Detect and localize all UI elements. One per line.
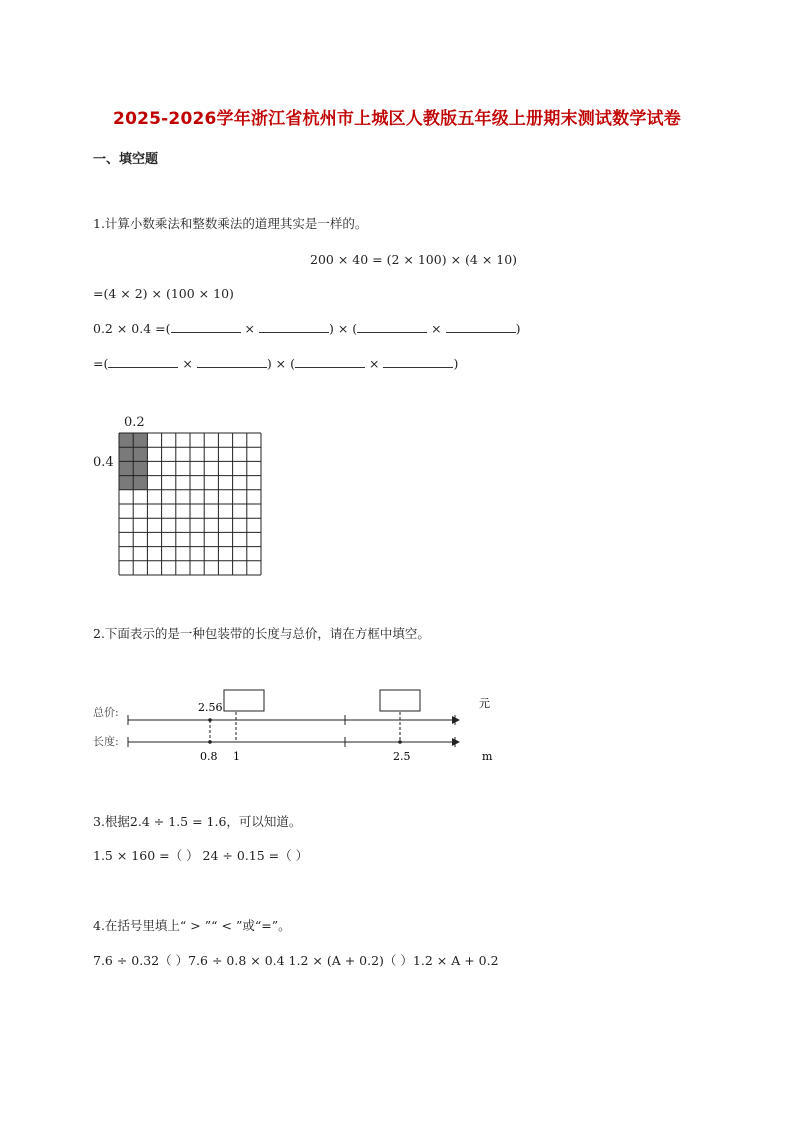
- point: [398, 740, 402, 744]
- q1-line4: [93, 355, 458, 371]
- length-axis-arrow: [452, 738, 460, 746]
- unit-m: m: [482, 750, 493, 763]
- times-sign: ×: [368, 356, 380, 371]
- q1-line4-start: =(: [93, 356, 109, 371]
- shaded-cell: [119, 447, 133, 461]
- q2-prompt: 2.下面表示的是一种包装带的长度与总价，请在方框中填空。: [93, 626, 430, 641]
- point: [208, 718, 212, 722]
- q3-line: 1.5 × 160 =（ ） 24 ÷ 0.15 =（ ）: [93, 848, 309, 863]
- price-value: 2.56: [198, 701, 223, 714]
- answer-blank[interactable]: [259, 320, 329, 333]
- unit-yuan: 元: [479, 697, 490, 710]
- shaded-cell: [119, 433, 133, 447]
- times-sign: ×: [431, 321, 442, 336]
- shaded-cell: [133, 447, 147, 461]
- tick-label-0-8: 0.8: [200, 750, 218, 763]
- hundred-grid-figure: [118, 432, 264, 578]
- tick-label-2-5: 2.5: [393, 750, 411, 763]
- answer-blank[interactable]: [446, 320, 516, 333]
- q1-line3: [93, 320, 521, 336]
- answer-blank[interactable]: [295, 355, 365, 368]
- q3-prompt: 3.根据2.4 ÷ 1.5 = 1.6，可以知道。: [93, 814, 302, 829]
- grid-left-label: 0.4: [93, 455, 114, 470]
- paren-join: ) × (: [328, 321, 358, 336]
- q1-line3-start: 0.2 × 0.4 =(: [93, 321, 171, 336]
- answer-box[interactable]: [380, 690, 420, 711]
- q1-line1: 200 × 40 = (2 × 100) × (4 × 10): [310, 252, 518, 267]
- times-sign: ×: [182, 356, 193, 371]
- answer-blank[interactable]: [383, 355, 453, 368]
- point: [208, 740, 212, 744]
- answer-blank[interactable]: [357, 320, 427, 333]
- shaded-cell: [133, 461, 147, 475]
- shaded-cell: [119, 476, 133, 490]
- q1-prompt: 1.计算小数乘法和整数乘法的道理其实是一样的。: [93, 216, 368, 231]
- answer-blank[interactable]: [108, 355, 178, 368]
- paren-close: ): [453, 356, 459, 371]
- times-sign: ×: [244, 321, 255, 336]
- length-label: 长度:: [93, 735, 119, 748]
- q1-line2: =(4 × 2) × (100 × 10): [93, 286, 234, 301]
- tick-label-1: 1: [233, 750, 240, 763]
- q4-line: 7.6 ÷ 0.32（ ）7.6 ÷ 0.8 × 0.4 1.2 × (A + 0.2)（ ）1.2 × A + 0.2: [93, 953, 499, 968]
- section-heading: 一、填空题: [93, 152, 159, 167]
- shaded-cell: [133, 433, 147, 447]
- answer-box[interactable]: [224, 690, 264, 711]
- shaded-cell: [133, 476, 147, 490]
- price-axis-arrow: [452, 716, 460, 724]
- exam-title: 2025-2026学年浙江省杭州市上城区人教版五年级上册期末测试数学试卷: [113, 109, 681, 129]
- paren-join: ) × (: [266, 356, 295, 371]
- answer-blank[interactable]: [197, 355, 267, 368]
- paren-close: ): [515, 321, 521, 336]
- answer-blank[interactable]: [171, 320, 241, 333]
- grid-top-label: 0.2: [124, 415, 145, 430]
- price-label: 总价:: [93, 706, 119, 719]
- shaded-cell: [119, 461, 133, 475]
- q4-prompt: 4.在括号里填上“ > ”“ < ”或“=”。: [93, 918, 291, 933]
- number-line-diagram: [90, 680, 510, 770]
